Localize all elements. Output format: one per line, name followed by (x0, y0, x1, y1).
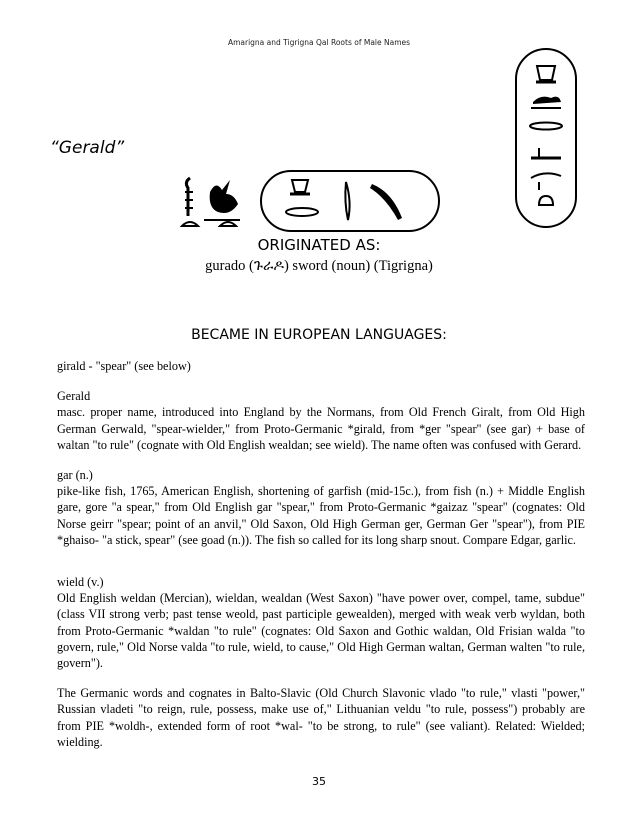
entry-head: Gerald (57, 389, 91, 404)
page-number: 35 (312, 775, 326, 788)
originated-heading: ORIGINATED AS: (257, 236, 381, 254)
entry-text: Old English weldan (Mercian), wieldan, wealdan (West Saxon) "have power over, compel, tame, subdue" (class VII strong verb; past tense weold, past participle gewealden), merged with weak verb wyldan, both from Proto-Germanic *waldan "to rule" (cognates: Old Saxon and Gothic waldan, Old Frisian walda "to govern, rule," Old Norse valda "to rule, wield, to cause," Old High German waltan, German walten "to rule, govern"). (57, 591, 585, 671)
entry-text: masc. proper name, introduced into England by the Normans, from Old French Giralt, from Old High German Gerwald, "spear-wielder," from Proto-Germanic *girald, from *ger "spear" (see gar) + base of waltan "to rule" (cognate with Old English wealdan; see wield). The name often was confused with Gerard. (57, 405, 585, 452)
entry-head: wield (v.) (57, 575, 104, 590)
entry-text: The Germanic words and cognates in Balto-Slavic (Old Church Slavonic vlado "to rule," vlasti "power," Russian vladeti "to reign, rule, possess, make use of," Lithuanian veldu "to rule, possess") probably are from PIE *woldh-, extended form of root *wal- "to be strong, to rule" (see valiant). Related: Wielded; wielding. (57, 686, 585, 749)
horizontal-cartouche-icon (260, 170, 440, 232)
origin-line: gurado (ጉራዶ) sword (noun) (Tigrigna) (205, 258, 433, 274)
became-heading: BECAME IN EUROPEAN LANGUAGES: (191, 327, 447, 343)
entry-text: pike-like fish, 1765, American English, shortening of garfish (mid-15c.), from fish (n.) + Middle English gare, gore "a spear," from Old English gar "spear," from Proto-Germanic *gaizaz "spear" (cognates: Old Norse geirr "spear; point of an anvil," Old Saxon, Old High German ger, German Ger "spear"), from PIE *ghaiso- "a stick, spear" (see goad (n.)). The fish so called for its long sharp snout. Compare Edgar, garlic. (57, 484, 585, 547)
entry-head: girald - "spear" (see below) (57, 359, 191, 373)
page-title: “Gerald” (50, 138, 125, 158)
entry-girald (57, 358, 585, 374)
entry-gerald (57, 388, 585, 453)
etymology-body (57, 358, 585, 764)
entry-wield (57, 574, 585, 671)
vertical-cartouche-icon (515, 48, 577, 228)
running-header: Amarigna and Tigrigna Qal Roots of Male Names (227, 38, 411, 47)
entry-germanic-cognates (57, 685, 585, 750)
entry-gar (57, 467, 585, 548)
entry-head: gar (n.) (57, 468, 93, 483)
